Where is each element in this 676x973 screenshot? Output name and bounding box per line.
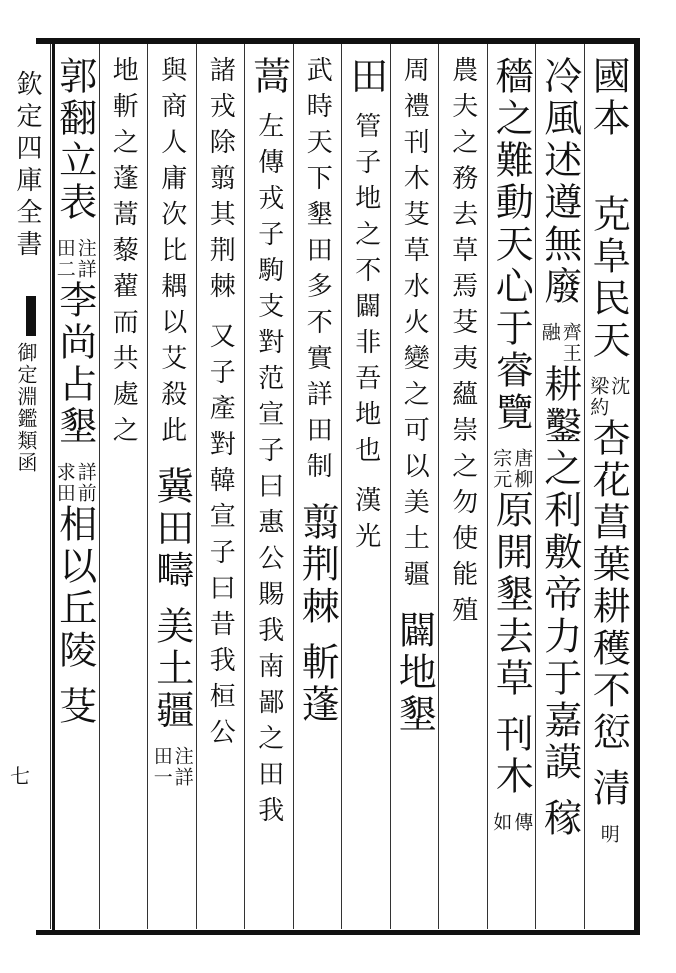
commentary-text: 周禮刊木芟草水火變之可以美土疆 [399, 56, 430, 596]
commentary-text: 諸戎除翦其荆棘 [205, 56, 236, 308]
annotation-note [599, 824, 618, 845]
annotation-note [55, 238, 95, 280]
annotation-line: 宗元 [490, 448, 513, 490]
text-column [294, 52, 342, 924]
commentary-text: 左傳戎子駒支對范宣子曰惠公賜我南鄙之田我 [253, 112, 284, 832]
text-column [536, 52, 584, 924]
annotation-line: 梁約 [587, 376, 610, 418]
main-text: 斬蓬 [295, 642, 340, 726]
main-text: 原開墾去草 [489, 490, 534, 700]
annotation-note [55, 462, 95, 504]
main-text: 蒿 [246, 56, 291, 98]
text-column [100, 52, 148, 924]
commentary-text: 漢光 [350, 486, 381, 558]
main-text: 翦荆棘 [295, 502, 340, 628]
annotation-line: 融 [538, 322, 561, 343]
text-column [245, 52, 293, 924]
main-text: 稼 [537, 798, 582, 840]
main-text: 國本 [586, 56, 631, 140]
main-text: 闢地墾 [392, 610, 437, 736]
annotation-note [587, 376, 631, 418]
commentary-text: 與商人庸次比耦以艾殺此 [156, 56, 187, 452]
annotation-note [490, 448, 534, 490]
main-text: 刊木 [489, 714, 534, 798]
text-column [197, 52, 245, 924]
commentary-text: 農夫之務去草焉芟夷蘊崇之勿使能殖 [447, 56, 478, 632]
main-text: 冷風述遵無廢 [537, 56, 582, 308]
main-text: 耕鑿之利敷帝力于嘉謨 [537, 364, 582, 784]
main-text: 郭翻立表 [52, 56, 97, 224]
text-column [488, 52, 536, 924]
commentary-text: 管子地之不闢非吾地也 [350, 112, 381, 472]
annotation-line: 沈 [608, 376, 631, 397]
annotation-line: 齊王 [559, 322, 582, 364]
annotation-line: 注詳 [171, 746, 194, 788]
right-border [634, 38, 640, 935]
commentary-text: 地斬之蓬蒿藜藋而共處之 [108, 56, 139, 452]
commentary-text: 又子產對韓宣子曰昔我桓公 [205, 322, 236, 754]
margin-page-number: 七 [10, 764, 30, 788]
text-column [342, 52, 390, 924]
text-column [439, 52, 487, 924]
main-text: 杏花菖葉耕穫不愆 [586, 418, 631, 754]
main-text: 芟 [52, 686, 97, 728]
annotation-note [490, 812, 534, 833]
text-column [391, 52, 439, 924]
main-text: 田 [343, 56, 388, 98]
annotation-line: 田二 [53, 238, 76, 280]
main-text: 李尚占墾 [52, 280, 97, 448]
annotation-line: 詳前 [74, 462, 97, 504]
commentary-text: 武時天下墾田多不實詳田制 [302, 56, 333, 488]
main-text: 冀田疇 [149, 466, 194, 592]
text-column [148, 52, 196, 924]
annotation-line: 田一 [150, 746, 173, 788]
main-text: 相以丘陵 [52, 504, 97, 672]
annotation-line: 如 [490, 812, 513, 833]
margin-tab-mark [26, 296, 36, 336]
bottom-border [36, 930, 640, 935]
annotation-line: 求田 [53, 462, 76, 504]
text-column [585, 52, 633, 924]
text-column [51, 52, 99, 924]
annotation-note [152, 746, 192, 788]
main-text: 清 [586, 768, 631, 810]
margin-work-title: 御定淵鑑類函 [14, 342, 38, 474]
margin-book-title: 欽定四庫全書 [12, 70, 42, 262]
annotation-line: 注詳 [74, 238, 97, 280]
main-text: 美土疆 [149, 606, 194, 732]
annotation-line: 唐柳 [511, 448, 534, 490]
main-text: 穡之難動天心于睿覽 [489, 56, 534, 434]
main-text: 克阜民天 [586, 194, 631, 362]
annotation-line: 傳 [511, 812, 534, 833]
annotation-line: 明 [597, 824, 620, 845]
annotation-note [540, 322, 580, 364]
top-border [36, 38, 640, 44]
